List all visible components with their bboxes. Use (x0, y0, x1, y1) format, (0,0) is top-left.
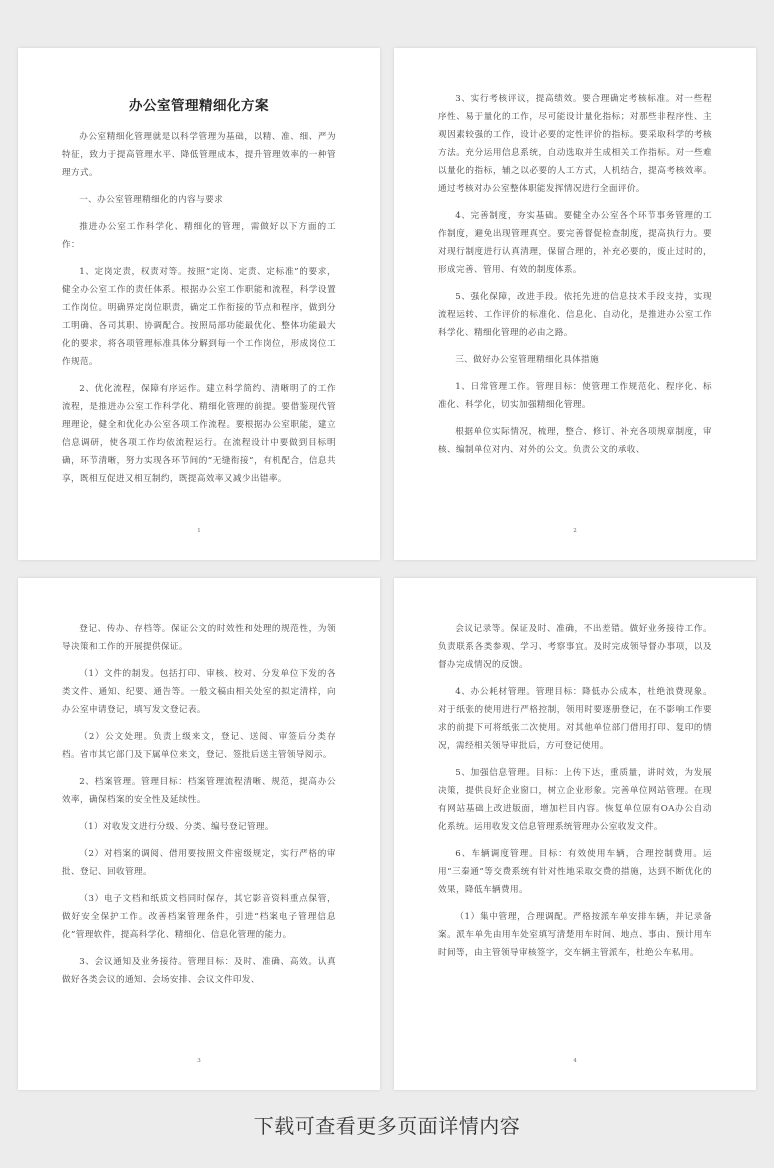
paragraph: 5、强化保障，改进手段。依托先进的信息技术手段支持，实现流程运转、工作评价的标准化、信息化、自动化，是推进办公室工作科学化、精细化管理的必由之路。 (438, 292, 712, 338)
paragraph: （1）对收发文进行分级、分类、编号登记管理。 (79, 822, 274, 832)
document-page-2 (394, 48, 756, 560)
paragraph: 5、加强信息管理。目标：上传下达，重质量，讲时效，为发展决策，提供良好企业窗口，树立企业形象。完善单位网站管理。在现有网站基础上改进版面，增加栏目内容。恢复单位原有OA办公自动化系统。运用收发文信息管理系统管理办公室收发文件。 (438, 768, 712, 832)
paragraph: 4、完善制度，夯实基础。要健全办公室各个环节事务管理的工作制度，避免出现管理真空。要完善督促检查制度，提高执行力。要对现行制度进行认真清理，保留合理的，补充必要的，废止过时的，形成完善、管用、有效的制度体系。 (438, 211, 712, 275)
paragraph: （1）文件的制发。包括打印、审核、校对、分发单位下发的各类文件、通知、纪要、通告等。一般文稿由相关处室的拟定清样，向办公室申请登记，填写发文登记表。 (62, 669, 336, 715)
paragraph: 2、档案管理。管理目标：档案管理流程清晰、规范，提高办公效率，确保档案的安全性及延续性。 (62, 777, 336, 805)
section-heading: 一、办公室管理精细化的内容与要求 (79, 195, 224, 205)
paragraph: （1）集中管理，合理调配。严格按派车单安排车辆，并记录备案。派车单先由用车处室填写清楚用车时间、地点、事由、预计用车时间等，由主管领导审核签字，交车辆主管派车，杜绝公车私用。 (438, 912, 712, 958)
paragraph: 办公室精细化管理就是以科学管理为基础，以精、准、细、严为特征，致力于提高管理水平、降低管理成本，提升管理效率的一种管理方式。 (62, 132, 336, 178)
paragraph: 登记、传办、存档等。保证公文的时效性和处理的规范性，为领导决策和工作的开展提供保证。 (62, 624, 336, 652)
page-number: 4 (573, 1058, 577, 1064)
paragraph: （3）电子文档和纸质文档同时保存，其它影音资料重点保管，做好安全保护工作。改善档案管理条件，引进“档案电子管理信息化”管理软件，提高科学化、精细化、信息化管理的能力。 (62, 894, 336, 940)
section-heading: 三、做好办公室管理精细化具体措施 (455, 355, 600, 365)
page-number: 1 (197, 528, 201, 534)
paragraph: 6、车辆调度管理。目标：有效使用车辆，合理控制费用。运用“三秦通”等交费系统有针对性地采取交费的措施，达到不断优化的效果，降低车辆费用。 (438, 849, 712, 895)
paragraph: 会议记录等。保证及时、准确，不出差错。做好业务接待工作。负责联系各类参观、学习、考察事宜。及时完成领导督办事项，以及督办完成情况的反馈。 (438, 624, 712, 670)
document-page-4 (394, 578, 756, 1090)
document-page-1 (18, 48, 380, 560)
paragraph: 1、日常管理工作。管理目标：使管理工作规范化、程序化、标准化、科学化，切实加强精细化管理。 (438, 382, 712, 410)
paragraph: 根据单位实际情况，梳理，整合、修订、补充各项规章制度，审核、编制单位对内、对外的公文。负责公文的承收、 (438, 427, 712, 455)
paragraph: 3、实行考核评议，提高绩效。要合理确定考核标准。对一些程序性、易于量化的工作，尽可能设计量化指标；对那些非程序性、主观因素较强的工作，设计必要的定性评价的指标。要采取科学的考核方法。充分运用信息系统，自动选取并生成相关工作指标。对一些难以量化的指标，辅之以必要的人工方式，人机结合，提高考核效率。通过考核对办公室整体职能发挥情况进行全面评价。 (438, 94, 712, 194)
paragraph: 4、办公耗材管理。管理目标：降低办公成本，杜绝浪费现象。对于纸张的使用进行严格控制，领用时要逐册登记，在不影响工作要求的前提下可将纸张二次使用。对其他单位部门借用打印、复印的情况，需经相关领导审批后，方可登记使用。 (438, 687, 712, 751)
paragraph: 1、定岗定责，权责对等。按照“定岗、定责、定标准”的要求，健全办公室工作的责任体系。根据办公室工作职能和流程，科学设置工作岗位。明确界定岗位职责，确定工作衔接的节点和程序，做到分工明确、各司其职、协调配合。按照局部功能最优化、整体功能最大化的要求，将各项管理标准具体分解到每一个工作岗位，形成岗位工作规范。 (62, 267, 336, 367)
page-number: 2 (573, 528, 577, 534)
page-number: 3 (197, 1058, 201, 1064)
paragraph: （2）对档案的调阅、借用要按照文件密级规定，实行严格的审批、登记、回收管理。 (62, 849, 336, 877)
document-page-3 (18, 578, 380, 1090)
paragraph: 2、优化流程，保障有序运作。建立科学简约、清晰明了的工作流程，是推进办公室工作科学化、精细化管理的前提。要借鉴现代管理理论，健全和优化办公室各项工作流程。要根据办公室职能，建立信息调研，使各项工作均依流程运行。在流程设计中要做到目标明确，环节清晰，努力实现各环节间的“无缝衔接”，有机配合，信息共享，既相互促进又相互制约，既提高效率又减少出错率。 (62, 384, 336, 484)
paragraph: （2）公文处理。负责上级来文，登记、送阅、审签后分类存档。省市其它部门及下属单位来文，登记、签批后送主管领导阅示。 (62, 732, 336, 760)
paragraph: 3、会议通知及业务接待。管理目标：及时、准确、高效。认真做好各类会议的通知、会场安排、会议文件印发、 (62, 957, 336, 985)
document-title: 办公室管理精细化方案 (129, 98, 269, 114)
paragraph: 推进办公室工作科学化、精细化的管理，需做好以下方面的工作： (62, 222, 336, 250)
download-more-prompt[interactable]: 下载可查看更多页面详情内容 (253, 1114, 521, 1138)
